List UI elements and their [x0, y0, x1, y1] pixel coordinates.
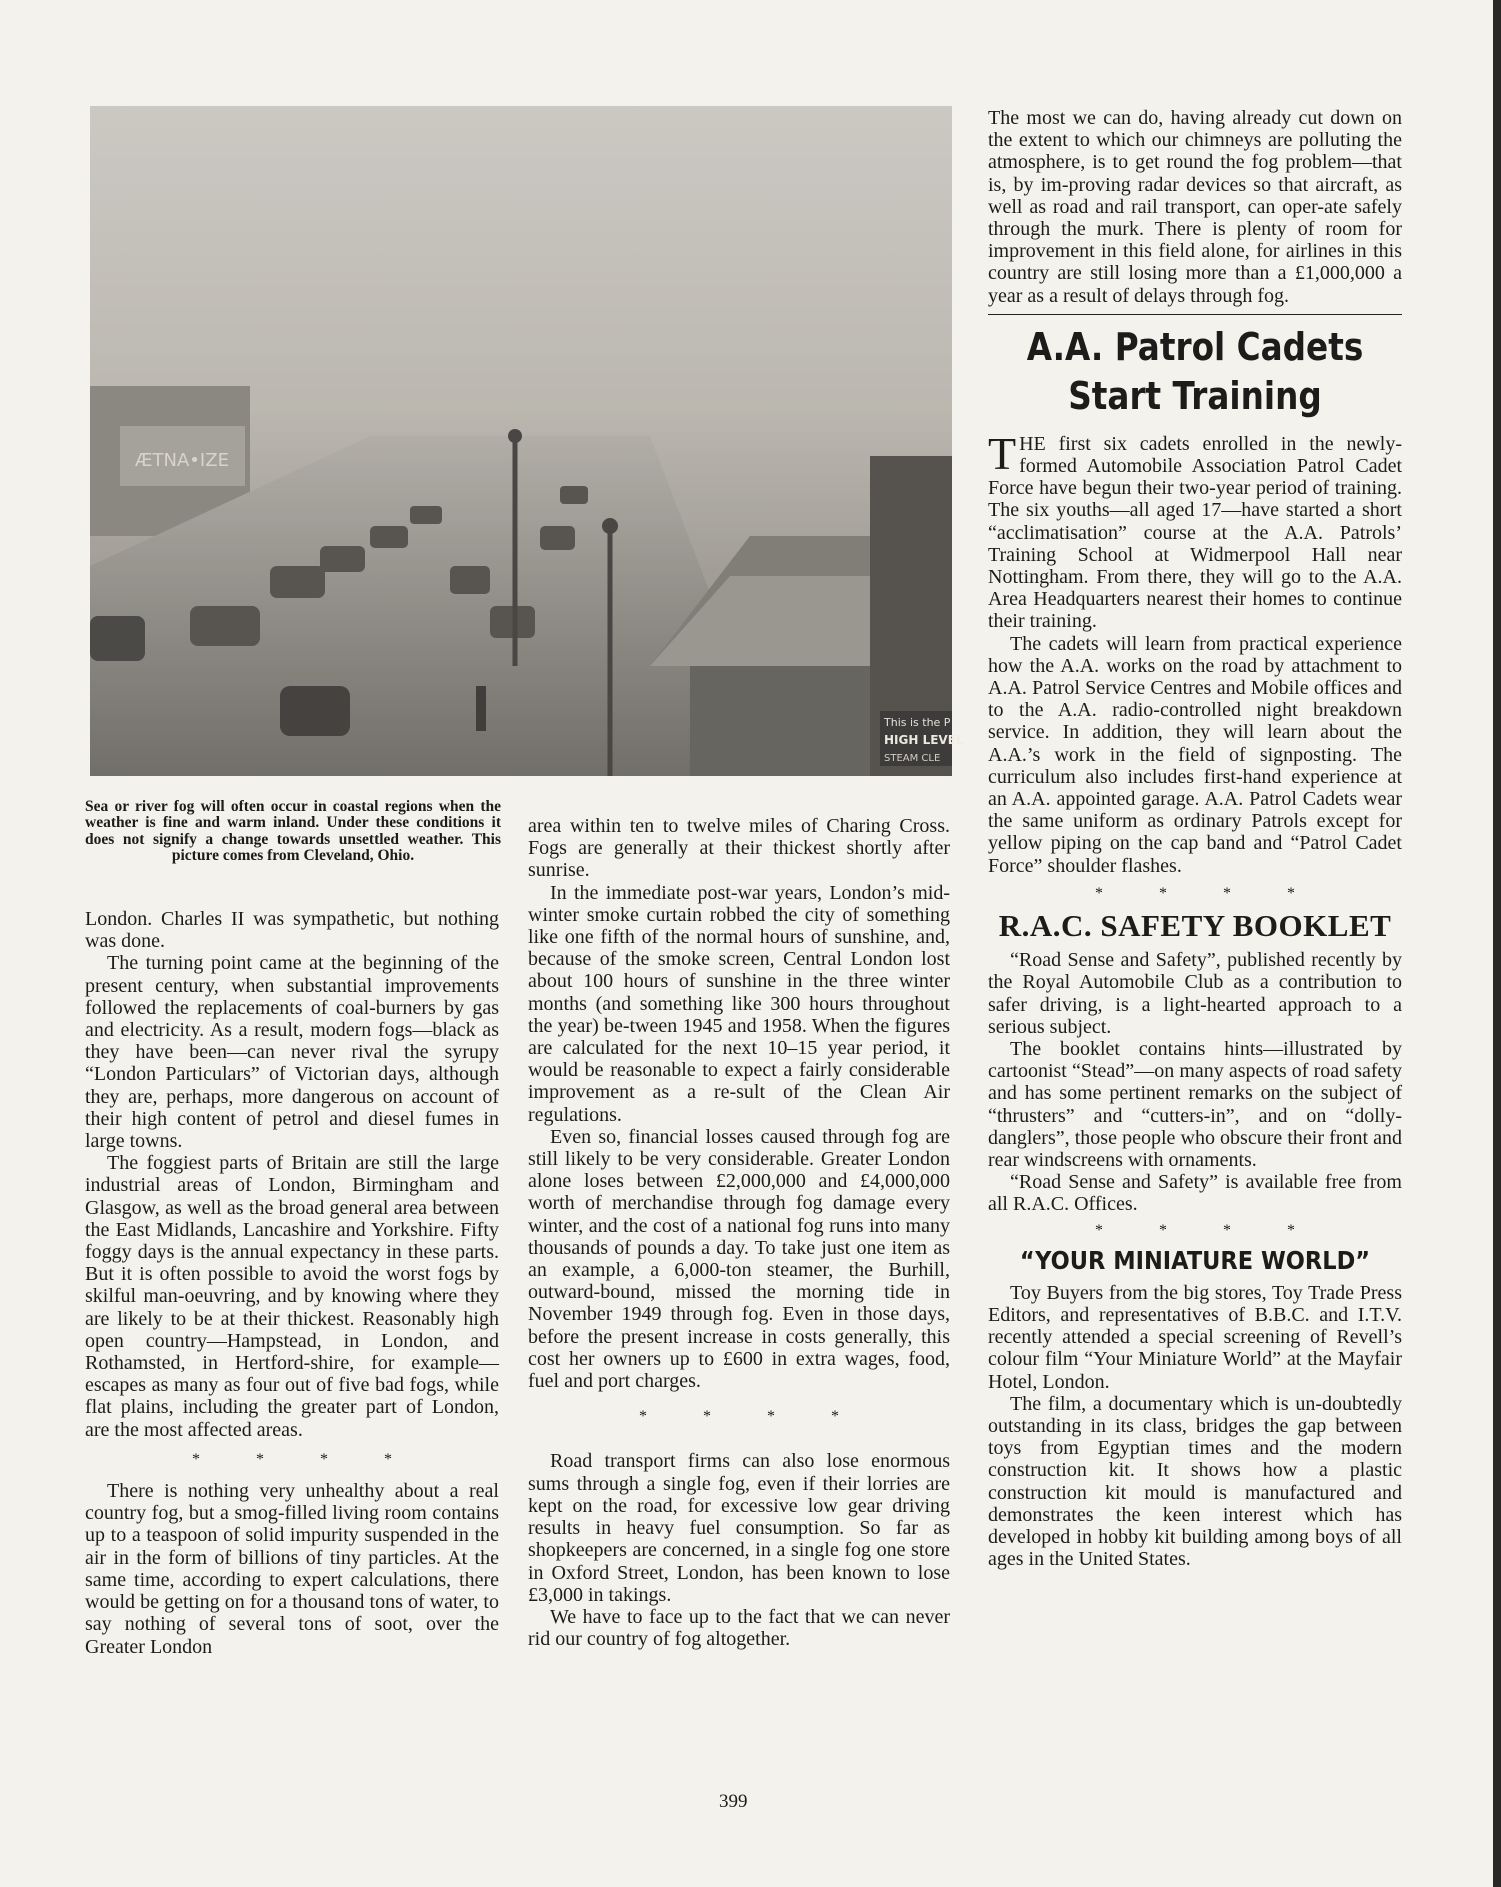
col1-paragraph: The foggiest parts of Britain are still the large industrial areas of London, Birmingham and Glasgow, as well as the broad general area between the East Midlands, Lancashire and Yorkshire. Fifty foggy days is the annual expectancy in these parts. But it is often possible to avoid the worst fogs by skilful man-oeuvring, and by knowing where they are likely to be at their thickest. Reasonably high open country—Hampstead, in London, and Rothamsted, in Hertford-shire, for example—escapes as many as four out of five bad fogs, while flat plains, including the greater part of London, are the most affected areas. [85, 1152, 499, 1441]
aa-headline-line-1: A.A. Patrol Cadets [1026, 324, 1364, 369]
photo-sign-1: ÆTNA•IZE [135, 450, 229, 471]
col2-paragraph: In the immediate post-war years, London’s mid-winter smoke curtain robbed the city of something like one fifth of the normal hours of sunshine, and, because of the smoke screen, Central London lost about 100 hours of sunshine in the three winter months (and something like 300 hours throughout the year) be-tween 1945 and 1958. When the figures are calculated for the next 10–15 year period, it would be reasonable to expect a fairly considerable improvement as a re-sult of the Clean Air regulations. [528, 881, 950, 1126]
col3-intro: The most we can do, having already cut down on the extent to which our chimneys are polluting the atmosphere, is to get round the fog problem—that is, by im-proving radar devices so that aircraft, as well as road and rail transport, can oper-ate safely through the murk. There is plenty of room for improvement in this field alone, for airlines in this country are still losing more than a £1,000,000 a year as a result of delays through fog. [988, 107, 1402, 307]
miniature-paragraph: The film, a documentary which is un-doubtedly outstanding in its class, bridges the gap between toys from Egyptian times and the modern construction kit. It shows how a plastic construction kit mould is manufactured and demonstrates the keen interest which has developed in hobby kit building among boys of all ages in the United States. [988, 1392, 1402, 1571]
rac-headline: R.A.C. SAFETY BOOKLET [998, 908, 1392, 944]
rac-paragraph: “Road Sense and Safety” is available free from all R.A.C. Offices. [988, 1171, 1402, 1216]
col2-paragraph: Road transport firms can also lose enormous sums through a single fog, even if their lorries are kept on the road, for excessive low gear driving results in heavy fuel consumption. So far as shopkeepers are concerned, in a single fog one store in Oxford Street, London, has been known to lose £3,000 in takings. [528, 1450, 950, 1606]
column-3 [988, 107, 1402, 1570]
col2-paragraph: area within ten to twelve miles of Charing Cross. Fogs are generally at their thickest shortly after sunrise. [528, 815, 950, 882]
photo-sign-4: STEAM CLE [884, 753, 941, 764]
drop-cap: T [988, 427, 1017, 479]
column-1 [85, 908, 499, 1658]
aa-paragraph-1-text: HE first six cadets enrolled in the newly-formed Automobile Association Patrol Cadet Force have begun their two-year period of training. The six youths—all aged 17—have started a short “acclimatisation” course at the A.A. Patrols’ Training School at Widmerpool Hall near Nottingham. From there, they will go to the A.A. Area Headquarters nearest their homes to continue their training. [988, 432, 1402, 633]
col2-paragraph: We have to face up to the fact that we can never rid our country of fog altogether. [528, 1605, 950, 1651]
photo-caption: Sea or river fog will often occur in coastal regions when the weather is fine and warm inland. Under these conditions it does not signify a change towards unsettled weather. This picture comes from Cleveland, Ohio. [85, 798, 501, 865]
photo-sign-3: HIGH LEVEL [884, 733, 964, 747]
section-rule [988, 314, 1402, 315]
col1-paragraph: There is nothing very unhealthy about a real country fog, but a smog-filled living room contains up to a teaspoon of solid impurity suspended in the air in the form of billions of tiny particles. At the same time, according to expert calculations, there would be getting on for a thousand tons of water, to say nothing of several tons of soot, over the Greater London [85, 1480, 499, 1658]
col1-paragraph: The turning point came at the beginning of the present century, when substantial improvements followed the replacements of coal-burners by gas and electricity. As a result, modern fogs—black as they have been—can never rival the syrupy “London Particulars” of Victorian days, although they are, perhaps, more dangerous on account of their high content of petrol and diesel fumes in large towns. [85, 952, 499, 1153]
page-number: 399 [719, 1791, 748, 1812]
aa-headline [1017, 323, 1373, 421]
section-divider: * * * * [1095, 884, 1321, 902]
aa-paragraph-1 [988, 427, 1402, 633]
col1-paragraph: London. Charles II was sympathetic, but nothing was done. [85, 908, 499, 953]
page-edge [1493, 0, 1501, 1887]
aa-headline-line-2: Start Training [1068, 373, 1322, 418]
col2-paragraph: Even so, financial losses caused through fog are still likely to be very considerable. Greater London alone loses between £2,000,000 and £4,000,000 worth of merchandise through fog damage every winter, and the cost of a national fog runs into many thousands of pounds a day. To take just one item as an example, a 6,000-ton steamer, the Burhill, outward-bound, missed the morning tide in November 1949 through fog. Even in those days, before the present increase in costs generally, this cost her owners up to £600 in extra wages, food, fuel and port charges. [528, 1125, 950, 1393]
miniature-paragraph: Toy Buyers from the big stores, Toy Trade Press Editors, and representatives of B.B.C. and I.T.V. recently attended a special screening of Revell’s colour film “Your Miniature World” at the Mayfair Hotel, London. [988, 1281, 1402, 1393]
section-divider: * * * * [1095, 1221, 1321, 1239]
section-divider: * * * * [192, 1450, 418, 1468]
foggy-street-photo-icon [90, 106, 964, 776]
rac-paragraph: “Road Sense and Safety”, published recently by the Royal Automobile Club as a contribution to safer driving, is a light-hearted approach to a serious subject. [988, 949, 1402, 1038]
section-divider: * * * * [639, 1408, 865, 1426]
miniature-headline: “YOUR MINIATURE WORLD” [1019, 1245, 1371, 1275]
aa-paragraph-2: The cadets will learn from practical experience how the A.A. works on the road by attachment to A.A. Patrol Service Centres and Mobile offices and to the A.A. radio-controlled night breakdown service. In addition, they will learn about the A.A.’s work in the field of signposting. The curriculum also includes first-hand experience at an A.A. appointed garage. A.A. Patrol Cadets wear the same uniform as ordinary Patrols except for yellow piping on the cap band and “Patrol Cadet Force” shoulder flashes. [988, 632, 1402, 877]
column-2 [528, 815, 950, 1650]
photo-sign-2: This is the P [884, 716, 951, 729]
fog-street-photo [90, 106, 964, 776]
rac-paragraph: The booklet contains hints—illustrated by cartoonist “Stead”—on many aspects of road safety and has some pertinent remarks on the subject of “thrusters” and “cutters-in”, and on “dolly-danglers”, those people who obscure their front and rear windscreens with ornaments. [988, 1037, 1402, 1171]
